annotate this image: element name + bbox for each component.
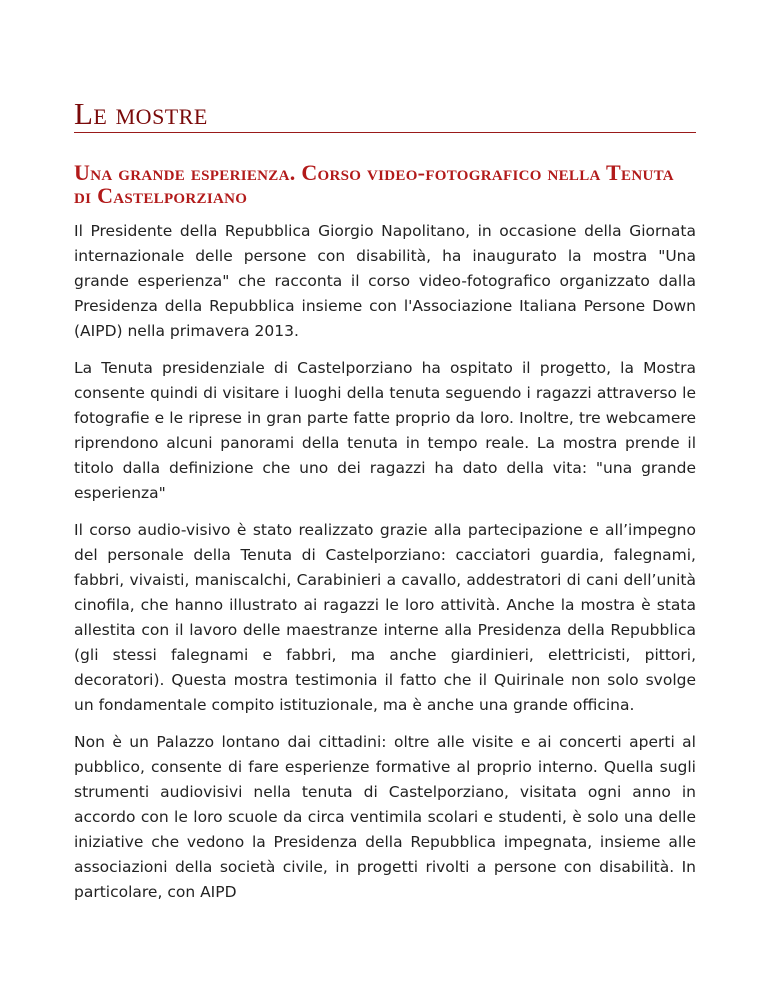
paragraph-2: La Tenuta presidenziale di Castelporziano ha ospitato il progetto, la Mostra consente quindi di visitare i luoghi della tenuta seguendo i ragazzi attraverso le fotografie e le riprese in gran parte fatte proprio da loro. Inoltre, tre webcamere riprendono alcuni panorami della tenuta in tempo reale. La mostra prende il titolo dalla definizione che uno dei ragazzi ha dato della vita: "una grande esperienza" [74,359,696,502]
paragraph-1: Il Presidente della Repubblica Giorgio Napolitano, in occasione della Giornata internazionale delle persone con disabilità, ha inaugurato la mostra "Una grande esperienza" che racconta il corso video-fotografico organizzato dalla Presidenza della Repubblica insieme con l'Associazione Italiana Persone Down (AIPD) nella primavera 2013. [74,222,696,340]
article-body [74,219,696,917]
section-title: Una grande esperienza. Corso video-fotografico nella Tenuta di Castelporziano [74,160,674,208]
paragraph-3: Il corso audio-visivo è stato realizzato grazie alla partecipazione e all’impegno del personale della Tenuta di Castelporziano: cacciatori guardia, falegnami, fabbri, vivaisti, maniscalchi, Carabinieri a cavallo, addestratori di cani dell’unità cinofila, che hanno illustrato ai ragazzi le loro attività. Anche la mostra è stata allestita con il lavoro delle maestranze interne alla Presidenza della Repubblica (gli stessi falegnami e fabbri, ma anche giardinieri, elettricisti, pittori, decoratori). Questa mostra testimonia il fatto che il Quirinale non solo svolge un fondamentale compito istituzionale, ma è anche una grande officina. [74,521,696,714]
title-divider [74,132,696,133]
page-title: Le mostre [74,96,208,131]
paragraph-4: Non è un Palazzo lontano dai cittadini: oltre alle visite e ai concerti aperti al pubblico, consente di fare esperienze formative al proprio interno. Quella sugli strumenti audiovisivi nella tenuta di Castelporziano, visitata ogni anno in accordo con le loro scuole da circa ventimila scolari e studenti, è solo una delle iniziative che vedono la Presidenza della Repubblica impegnata, insieme alle associazioni della società civile, in progetti rivolti a persone con disabilità. In particolare, con AIPD [74,733,696,901]
